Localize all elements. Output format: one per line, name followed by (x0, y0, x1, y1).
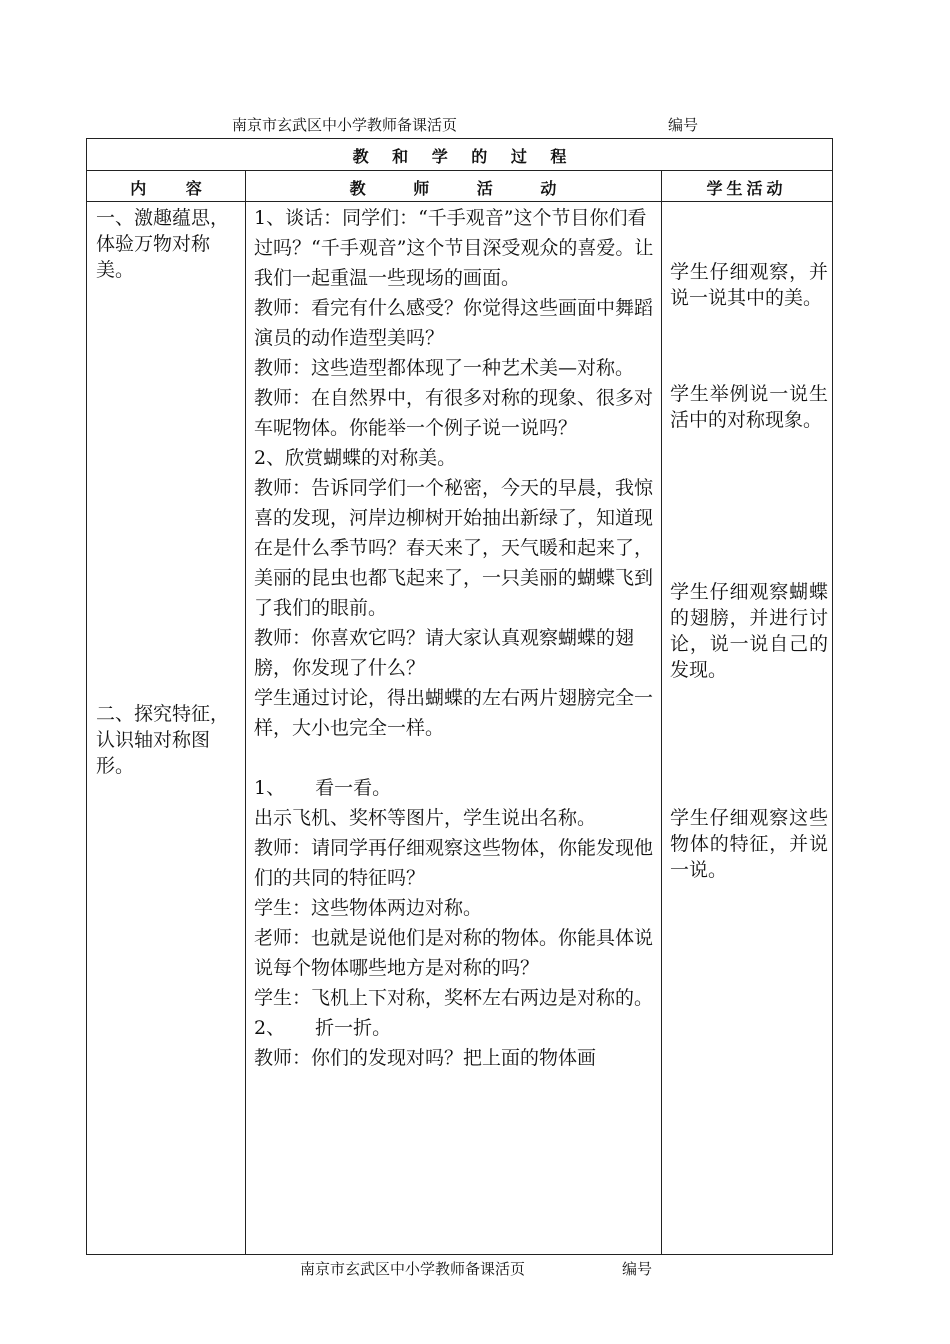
column-divider (245, 170, 246, 1255)
teacher-paragraph: 老师：也就是说他们是对称的物体。你能具体说说每个物体哪些地方是对称的吗？ (254, 927, 654, 979)
teacher-paragraph: 教师：请同学再仔细观察这些物体，你能发现他们的共同的特征吗？ (254, 837, 654, 889)
teacher-paragraph: 教师：看完有什么感受？你觉得这些画面中舞蹈演员的动作造型美吗？ (254, 297, 654, 349)
teacher-paragraph: 学生：飞机上下对称，奖杯左右两边是对称的。 (254, 987, 654, 1009)
teacher-paragraph: 教师：告诉同学们一个秘密，今天的早晨，我惊喜的发现，河岸边柳树开始抽出新绿了，知道现在是什么季节吗？春天来了，天气暖和起来了，美丽的昆虫也都飞起来了，一只美丽的蝴蝶飞到了我们的眼前。 (254, 477, 654, 619)
teacher-paragraph: 教师：你喜欢它吗？请大家认真观察蝴蝶的翅膀，你发现了什么？ (254, 627, 635, 679)
lesson-plan-table (86, 138, 833, 1255)
teacher-paragraph: 学生：这些物体两边对称。 (254, 897, 483, 919)
footer-title: 南京市玄武区中小学教师备课活页 (300, 1260, 526, 1278)
step-title: 看一看。 (315, 777, 392, 799)
content-item: 二、探究特征，认识轴对称图形。 (96, 703, 230, 777)
student-activity: 学生仔细观察，并说一说其中的美。 (670, 261, 828, 309)
step-number: 1、 (254, 777, 286, 799)
step-line (254, 773, 654, 803)
teacher-paragraph: 2、欣赏蝴蝶的对称美。 (254, 447, 457, 469)
footer-number-label: 编号 (622, 1260, 653, 1278)
column-header-teacher: 教 师 活 动 (349, 179, 557, 198)
student-activity: 学生仔细观察这些物体的特征，并说一说。 (670, 807, 828, 881)
step-title: 折一折。 (315, 1017, 392, 1039)
table-rule (87, 170, 832, 171)
teacher-paragraph: 教师：在自然界中，有很多对称的现象、很多对车呢物体。你能举一个例子说一说吗？ (254, 387, 654, 439)
blank-line (254, 743, 654, 773)
column-header-content: 内 容 (130, 179, 202, 198)
table-rule (87, 201, 832, 202)
teacher-paragraph: 1、谈话：同学们：“千手观音”这个节目你们看过吗？“千手观音”这个节目深受观众的喜爱。让我们一起重温一些现场的画面。 (254, 207, 654, 289)
teacher-paragraph: 教师：你们的发现对吗？把上面的物体画 (254, 1047, 597, 1069)
teacher-paragraph: 出示飞机、奖杯等图片，学生说出名称。 (254, 807, 597, 829)
student-activity: 学生仔细观察蝴蝶的翅膀，并进行讨论，说一说自己的发现。 (670, 581, 828, 681)
column-divider (661, 170, 662, 1255)
step-number: 2、 (254, 1017, 286, 1039)
header-number-label: 编号 (668, 116, 699, 134)
teacher-paragraph: 学生通过讨论，得出蝴蝶的左右两片翅膀完全一样，大小也完全一样。 (254, 687, 654, 739)
header-title: 南京市玄武区中小学教师备课活页 (232, 116, 458, 134)
teacher-activity (254, 203, 654, 1073)
section-title: 教 和 学 的 过 程 (352, 147, 567, 166)
student-activity: 学生举例说一说生活中的对称现象。 (670, 383, 828, 431)
column-header-student: 学生活动 (706, 179, 787, 198)
content-item: 一、激趣蕴思，体验万物对称美。 (96, 207, 230, 281)
step-line (254, 1013, 654, 1043)
teacher-paragraph: 教师：这些造型都体现了一种艺术美—对称。 (254, 357, 635, 379)
